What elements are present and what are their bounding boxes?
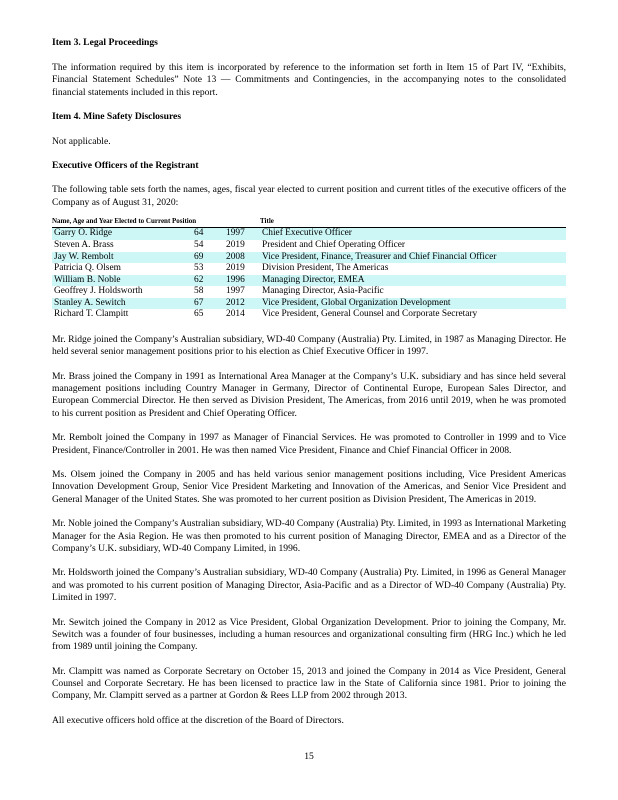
officer-year: 1997	[224, 228, 260, 240]
item3-text: The information required by this item is incorporated by reference to the information set forth in Item 15 of Part IV, “Exhibits, Financial Statement Schedules” Note 13 — Commitments and Contingencies, in the accompanying notes to the consolidated financial statements included in this report.	[52, 62, 566, 98]
table-row	[52, 240, 566, 252]
officer-year: 2012	[224, 298, 260, 310]
table-row	[52, 309, 566, 321]
table-header-row	[52, 217, 566, 228]
officer-name: Patricia Q. Olsem	[54, 263, 121, 274]
closing-statement: All executive officers hold office at the discretion of the Board of Directors.	[52, 714, 344, 726]
executives-heading: Executive Officers of the Registrant	[52, 160, 199, 172]
bio-ridge: Mr. Ridge joined the Company’s Australian subsidiary, WD-40 Company (Australia) Pty. Limited, in 1987 as Managing Director. He held several senior management positions prior to his election as Chief Executive Officer in 1997.	[52, 334, 566, 358]
officer-title: Vice President, Finance, Treasurer and Chief Financial Officer	[260, 252, 566, 264]
officer-age: 67	[192, 298, 224, 310]
officer-age: 53	[194, 263, 204, 274]
officer-title: Managing Director, EMEA	[260, 275, 566, 287]
officer-title: Chief Executive Officer	[260, 228, 566, 240]
bio-brass: Mr. Brass joined the Company in 1991 as International Area Manager at the Company’s U.K. subsidiary and has since held several management positions including Country Manager in Germany, Director of Continental Europe, European Sales Director, and European Commercial Director. He then served as Division President, The Americas, from 2016 until 2019, when he was promoted to his current position as President and Chief Operating Officer.	[52, 370, 566, 419]
table-row	[52, 228, 566, 240]
officer-title: President and Chief Operating Officer	[262, 239, 406, 250]
table-row	[52, 263, 566, 275]
officer-name: Jay W. Rembolt	[52, 252, 192, 264]
officer-title: Division President, The Americas	[262, 263, 389, 274]
executive-officers-table	[52, 217, 566, 321]
officer-name: Richard T. Clampitt	[54, 309, 129, 320]
table-row	[52, 275, 566, 287]
officer-name: William B. Noble	[52, 275, 192, 287]
officer-year: 2008	[224, 252, 260, 264]
officer-name: Steven A. Brass	[54, 239, 114, 250]
bio-clampitt: Mr. Clampitt was named as Corporate Secretary on October 15, 2013 and joined the Company in 2014 as Vice President, General Counsel and Corporate Secretary. He has been licensed to practice law in the State of California since 1981. Prior to joining the Company, Mr. Clampitt served as a partner at Gordon & Rees LLP from 2002 through 2013.	[52, 665, 566, 702]
bio-olsem: Ms. Olsem joined the Company in 2005 and has held various senior management positions including, Vice President Americas Innovation Development Group, Senior Vice President Marketing and Innovation of the Americas, and Senior Vice President and General Manager of the United States. She was promoted to her current position as Division President, The Americas in 2019.	[52, 469, 566, 505]
header-title: Title	[260, 217, 566, 228]
officer-name: Garry O. Ridge	[52, 228, 192, 240]
officer-age: 64	[192, 228, 224, 240]
table-row	[52, 252, 566, 264]
table-row	[52, 298, 566, 310]
page-number: 15	[304, 751, 314, 762]
officer-year: 1996	[224, 275, 260, 287]
officer-year: 2019	[226, 239, 245, 250]
officer-age: 58	[194, 286, 204, 297]
officer-age: 54	[194, 239, 204, 250]
officer-year: 2019	[226, 263, 245, 274]
executives-intro: The following table sets forth the names, ages, fiscal year elected to current position and current titles of the executive officers of the Company as of August 31, 2020:	[52, 184, 566, 208]
officer-age: 69	[192, 252, 224, 264]
officer-age: 65	[194, 309, 204, 320]
officer-year: 1997	[226, 286, 245, 297]
page-content	[52, 37, 566, 739]
officer-title: Vice President, Global Organization Development	[260, 298, 566, 310]
bio-holdsworth: Mr. Holdsworth joined the Company’s Australian subsidiary, WD-40 Company (Australia) Pty. Limited, in 1996 as General Manager and was promoted to his current position of Managing Director, Asia-Pacific and as a Director of WD-40 Company (Australia) Pty. Limited in 1997.	[52, 567, 566, 603]
item4-text: Not applicable.	[52, 135, 111, 147]
table-row	[52, 286, 566, 298]
item4-heading: Item 4. Mine Safety Disclosures	[52, 111, 182, 123]
officer-title: Managing Director, Asia-Pacific	[262, 286, 384, 297]
bio-rembolt: Mr. Rembolt joined the Company in 1997 as Manager of Financial Services. He was promoted to Controller in 1999 and to Vice President, Finance/Controller in 2001. He was then named Vice President, Finance and Chief Financial Officer in 2008.	[52, 432, 566, 456]
officer-year: 2014	[226, 309, 245, 320]
officer-title: Vice President, General Counsel and Corporate Secretary	[262, 309, 478, 320]
officer-name: Stanley A. Sewitch	[52, 298, 192, 310]
bio-noble: Mr. Noble joined the Company’s Australian subsidiary, WD-40 Company (Australia) Pty. Limited, in 1993 as International Marketing Manager for the Asia Region. He was then promoted to his current position of Managing Director, EMEA and as a Director of the Company’s U.K. subsidiary, WD-40 Company Limited, in 1996.	[52, 518, 566, 554]
officer-name: Geoffrey J. Holdsworth	[54, 286, 143, 297]
bio-sewitch: Mr. Sewitch joined the Company in 2012 as Vice President, Global Organization Development. Prior to joining the Company, Mr. Sewitch was a founder of four businesses, including a human resources and organizational consulting firm (HRG Inc.) which he led from 1989 until joining the Company.	[52, 616, 566, 652]
officer-age: 62	[192, 275, 224, 287]
item3-heading: Item 3. Legal Proceedings	[52, 37, 158, 48]
header-name-age-year: Name, Age and Year Elected to Current Position	[52, 217, 260, 228]
